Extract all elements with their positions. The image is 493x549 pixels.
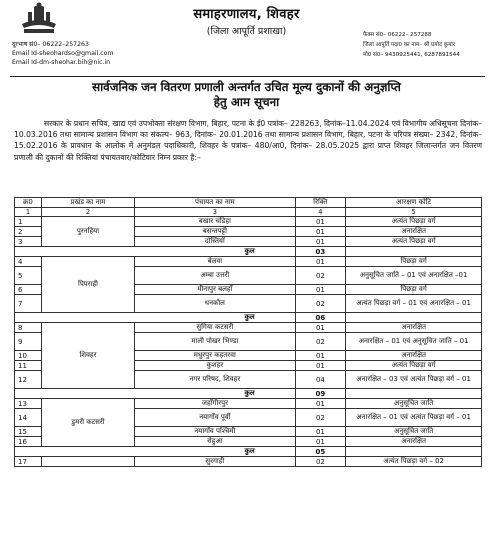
total-blank [346,313,482,323]
email-2: Email Id-dm-sheohar.bih@nic.in [12,59,111,66]
reservation-category: अनारक्षित [346,227,482,237]
row-sn: 4 [15,257,42,267]
reservation-category: अनारक्षित – 01 एवं अनुसूचित जाति – 01 [346,333,482,351]
vacancy-count: 01 [295,217,346,227]
vacancy-count: 02 [295,409,346,427]
fax: फैक्स सं0– 06222– 257288 [363,32,432,38]
header-vacancy: रिक्ति [295,198,346,208]
panchayat-name: बेलवा [135,257,295,267]
panchayat-name: नगर परिषद, शिवहर [135,371,295,389]
vacancy-count: 01 [295,399,346,409]
row-sn: 11 [15,361,42,371]
panchayat-name: कुशहर [135,361,295,371]
panchayat-name: धनकौल [135,295,295,313]
total-value: 09 [295,389,346,399]
colnum: 4 [295,208,346,217]
reservation-category: अत्यंत पिछड़ा वर्ग [346,361,482,371]
table-row [15,323,482,333]
total-blank [346,447,482,457]
row-sn: 5 [15,267,42,285]
reservation-category: अनारक्षित – 03 एवं अत्यंत पिछड़ा वर्ग – 01 [346,371,482,389]
office-title: समाहरणालय, शिवहर [193,7,300,22]
header-sn: क्र0 [15,198,42,208]
title-line-2: हेतु आम सूचना [213,94,280,109]
panchayat-name: नयागाँव पश्चिमी [135,427,295,437]
vacancy-count: 01 [295,257,346,267]
row-sn: 9 [15,333,42,351]
row-sn: 12 [15,371,42,389]
row-sn: 6 [15,285,42,295]
notice-body [14,118,482,163]
reservation-category: अत्यंत पिछड़ा वर्ग [346,237,482,247]
colnum: 3 [135,208,295,217]
header-panchayat: पंचायत का नाम [135,198,295,208]
row-sn: 8 [15,323,42,333]
vacancy-count: 01 [295,427,346,437]
panchayat-name: मधुरपुर कहतरवा [135,351,295,361]
block-total-row [15,447,482,457]
vacancy-count: 01 [295,361,346,371]
total-label: कुल [15,389,296,399]
block-name: शिवहर [41,323,134,389]
colnum: 5 [346,208,482,217]
total-label: कुल [15,313,296,323]
header-category: आरक्षण कोटि [346,198,482,208]
header-block: प्रखंड का नाम [41,198,134,208]
row-sn: 16 [15,437,42,447]
title-line-1: सार्वजनिक जन वितरण प्रणाली अन्तर्गत उचित मूल्य दुकानों की अनुज्ञप्ति [92,80,401,94]
total-label: कुल [15,447,296,457]
contact-left [12,40,114,67]
mobile: मो0 सं0– 9430925441, 6287891544 [363,52,460,58]
row-sn: 1 [15,217,42,227]
row-sn: 14 [15,409,42,427]
total-value: 06 [295,313,346,323]
reservation-category: अत्यंत पिछड़ा वर्ग – 01 एवं अनारक्षित – 01 [346,295,482,313]
total-label: कुल [15,247,296,257]
table-body [15,217,482,467]
row-sn: 17 [15,457,42,467]
panchayat-name: रोहुआ [135,437,295,447]
panchayat-name: माली पोखर भिण्डा [135,333,295,351]
block-total-row [15,247,482,257]
vacancy-count: 04 [295,371,346,389]
total-value: 05 [295,447,346,457]
block-name: डुमरी कटसरी [41,399,134,447]
reservation-category: अनुसूचित जाति – 01 एवं अनारक्षित –01 [346,267,482,285]
vacancy-count: 02 [295,333,346,351]
vacancy-count: 01 [295,285,346,295]
row-sn: 10 [15,351,42,361]
total-blank [346,247,482,257]
officer-name: जिला आपूर्ति पदा0 का नाम– श्री प्रमोद कुमार [363,42,456,48]
total-value: 03 [295,247,346,257]
row-sn: 13 [15,399,42,409]
reservation-category: पिछड़ा वर्ग [346,257,482,267]
block-name: पुरनहिया [41,217,134,247]
table-header-row [15,198,482,208]
vacancy-count: 01 [295,351,346,361]
table-row [15,457,482,467]
contact-right [363,30,460,60]
vacancy-count: 02 [295,295,346,313]
table-colnum-row [15,208,482,217]
reservation-category: पिछड़ा वर्ग [346,285,482,295]
panchayat-name: नयागाँव पूर्वी [135,409,295,427]
table-row [15,257,482,267]
reservation-category: अनारक्षित – 01 एवं अत्यंत पिछड़ा वर्ग – 01 [346,409,482,427]
panchayat-name: जहाँगीरपुर [135,399,295,409]
panchayat-name: बसन्तपट्टी [135,227,295,237]
reservation-category: अत्यंत पिछड़ा वर्ग – 02 [346,457,482,467]
block-name: पिपराही [41,257,134,313]
vacancy-count: 02 [295,267,346,285]
colnum: 1 [15,208,42,217]
reservation-category: अनारक्षित [346,437,482,447]
panchayat-name: बखार चंडिहा [135,217,295,227]
panchayat-name: अम्बा उत्तरी [135,267,295,285]
vacancy-count: 01 [295,437,346,447]
vacancy-count: 02 [295,457,346,467]
reservation-category: अनारक्षित [346,351,482,361]
vacancy-count: 01 [295,227,346,237]
table-row [15,217,482,227]
block-total-row [15,313,482,323]
phone-left: दूरभाष सं0– 06222–257263 [12,41,89,48]
panchayat-name: सुगिया कटसरी [135,323,295,333]
block-name [41,457,134,467]
row-sn: 2 [15,227,42,237]
notice-title [0,80,493,109]
vacancy-table [14,197,482,467]
reservation-category: अत्यंत पिछड़ा वर्ग [346,217,482,227]
colnum: 2 [41,208,134,217]
vacancy-count: 01 [295,237,346,247]
reservation-category: अनुसूचित जाति [346,399,482,409]
office-subtitle: (जिला आपूर्ति प्रशाखा) [206,26,287,37]
reservation-category: अनारक्षित [346,323,482,333]
row-sn: 3 [15,237,42,247]
email-1: Email Id-sheohardso@gmail.com [12,50,114,57]
vacancy-count: 01 [295,323,346,333]
panchayat-name: मीनापुर बलहाँ [135,285,295,295]
table-row [15,399,482,409]
row-sn: 7 [15,295,42,313]
header-divider [10,76,485,77]
panchayat-name: दोस्तियॉ [135,237,295,247]
panchayat-name: सुरगाही [135,457,295,467]
total-blank [346,389,482,399]
body-paragraph: सरकार के प्रधान सचिव, खाद्य एवं उपभोक्ता संरक्षण विभाग, बिहार, पटना के ई0 पत्रांक– 228263, दिनांक–11.04.2024 एवं विभागीय अधिसूचना दिनांक– 10.03.2016 तथा सामान्य प्रशासन विभाग का संकल्प– 963, दिनांक– 20.01.2016 तथा सामान्य प्रशासन विभाग, बिहार, पटना के परिपत्र संख्या– 2342, दिनांक– 15.02.2016 के प्रावधान के आलोक में अनुमंडल पदाधिकारी, शिवहर के पत्रांक– 480/आ0, दिनांक– 28.05.2025 द्वारा प्राप्त शिवहर जिलान्तर्गत जन वितरण प्रणाली की दुकानों की रिक्तियां पंचायतवार/कोटिवार निम्न प्रकार है:– [14,119,482,162]
row-sn: 15 [15,427,42,437]
reservation-category: अनुसूचित जाति [346,427,482,437]
block-total-row [15,389,482,399]
